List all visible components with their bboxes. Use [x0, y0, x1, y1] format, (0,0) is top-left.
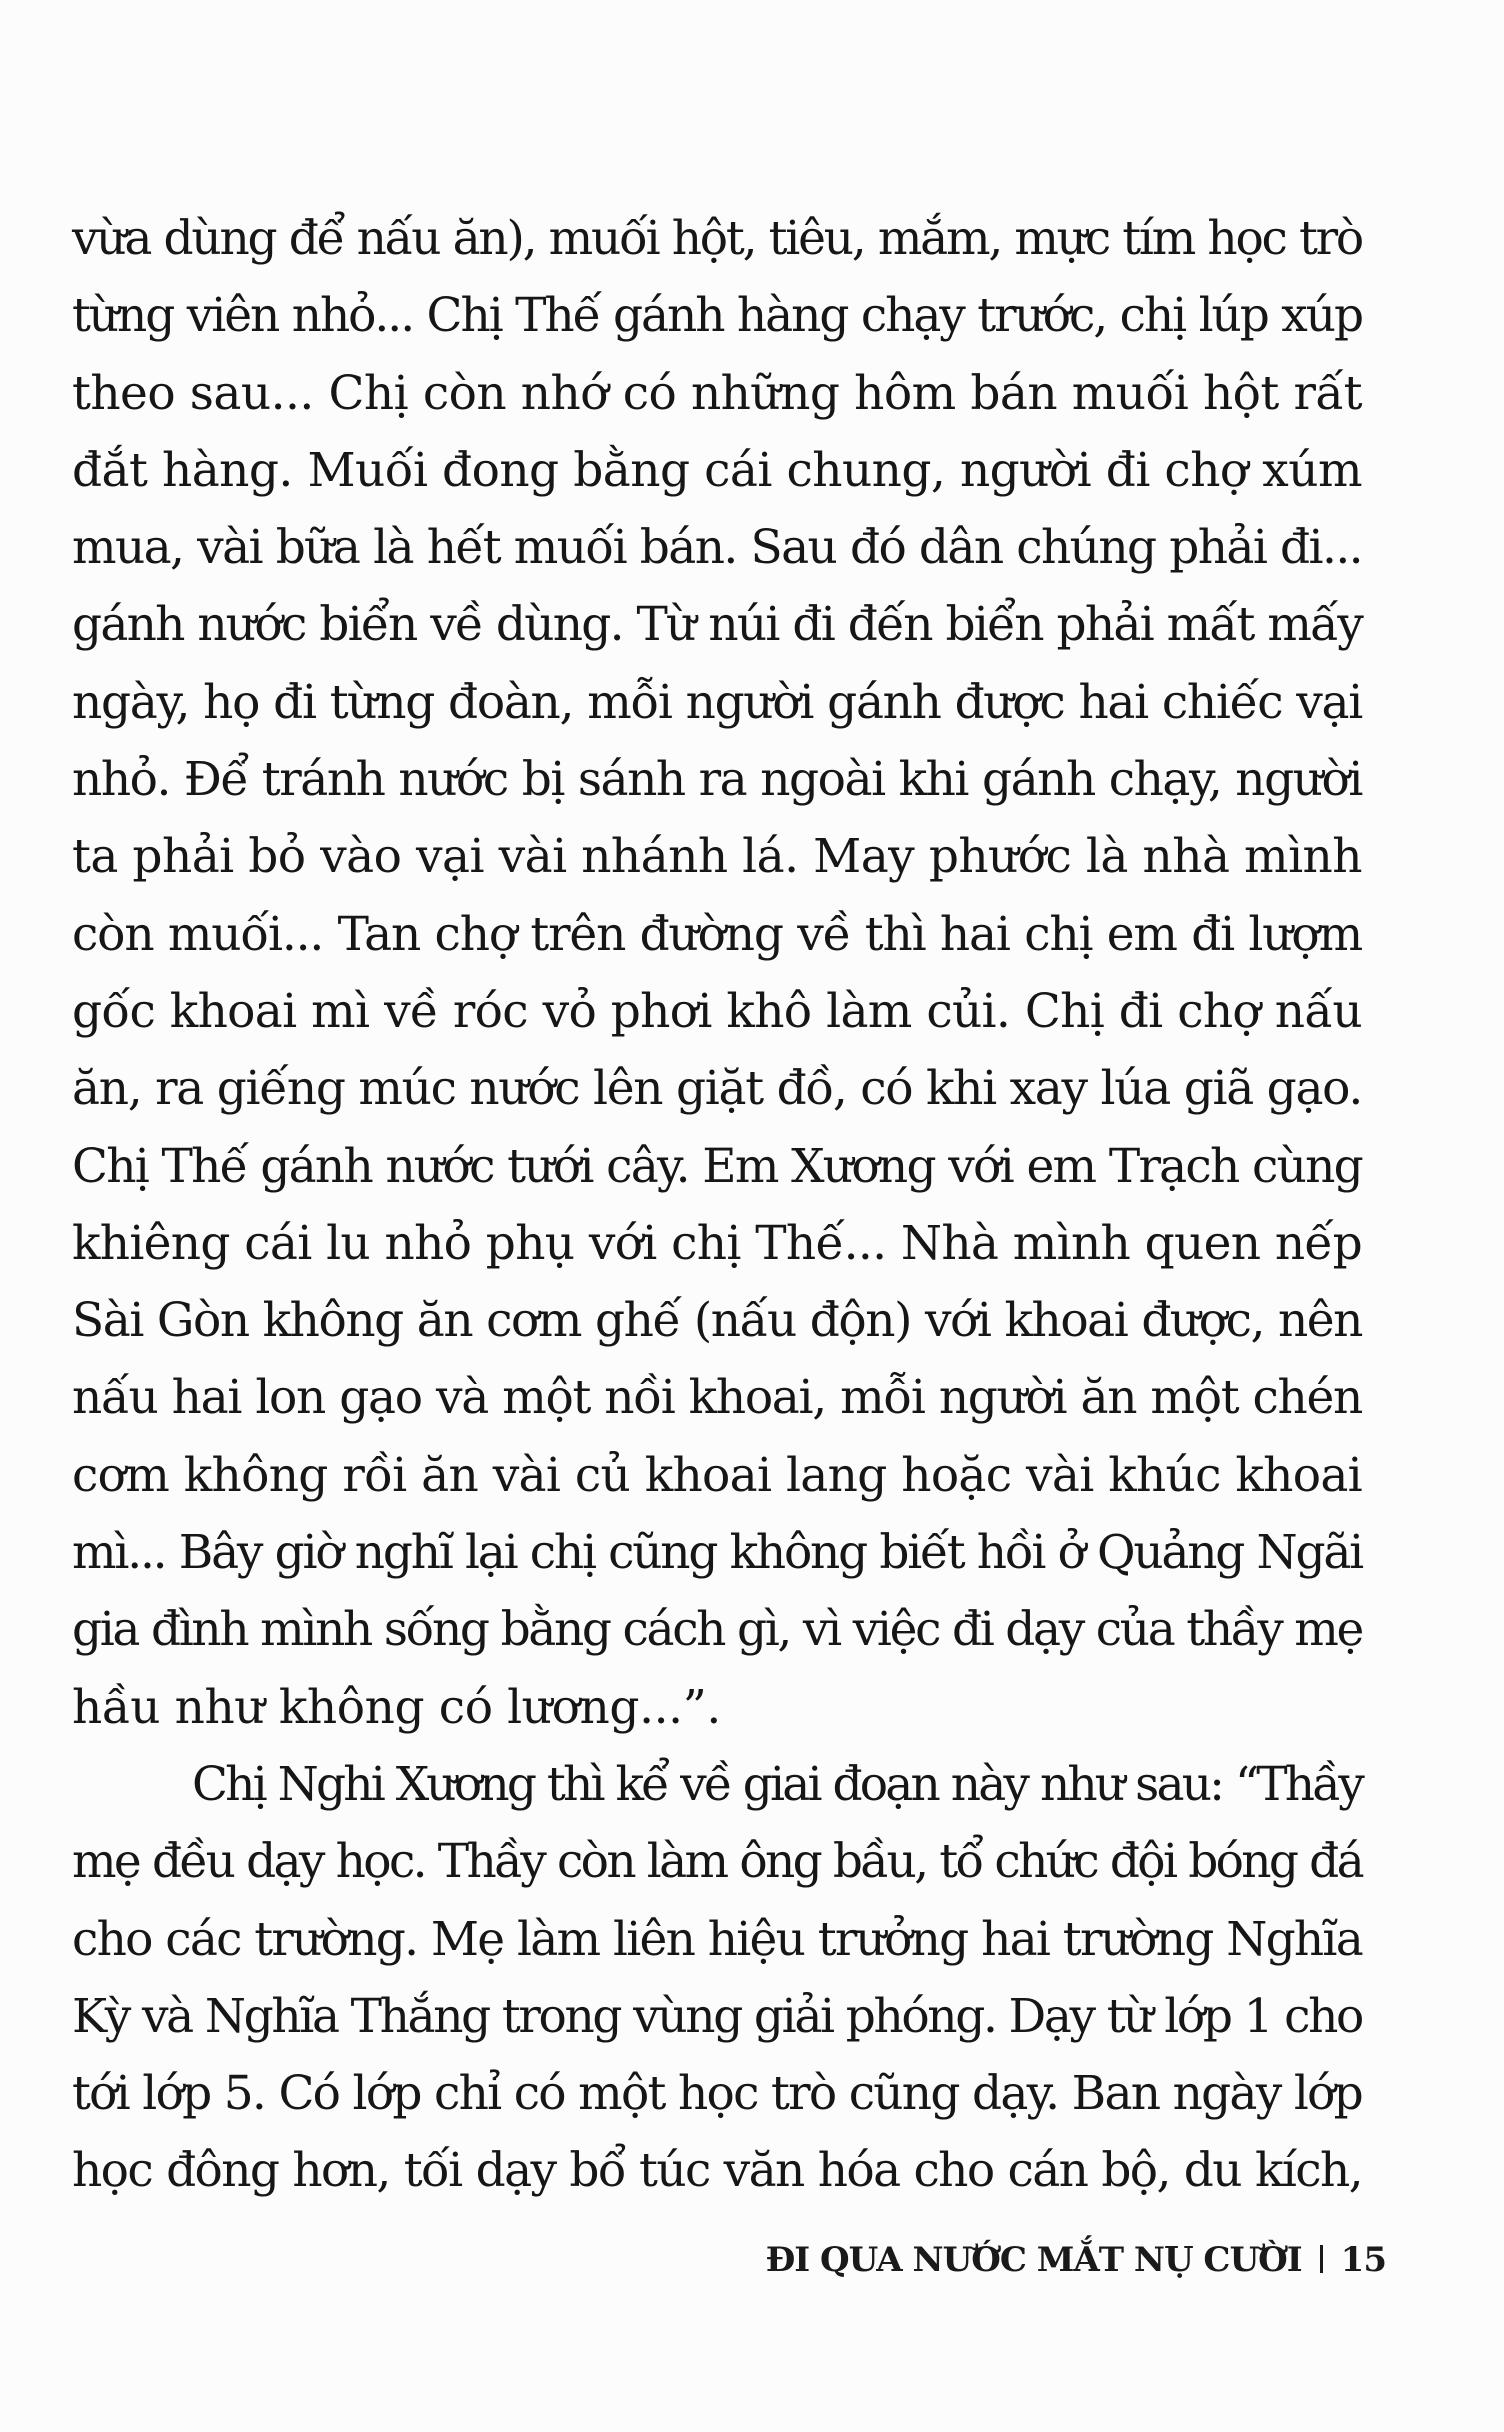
text-line: Sài Gòn không ăn cơm ghế (nấu độn) với khoai được, nên	[72, 1293, 1362, 1349]
text-line: ăn, ra giếng múc nước lên giặt đồ, có khi xay lúa giã gạo.	[72, 1061, 1362, 1117]
text-line: còn muối... Tan chợ trên đường về thì hai chị em đi lượm	[72, 906, 1362, 962]
text-line: học đông hơn, tối dạy bổ túc văn hóa cho cán bộ, du kích,	[72, 2143, 1362, 2199]
page-body-text	[72, 200, 1362, 2210]
text-line: nhỏ. Để tránh nước bị sánh ra ngoài khi gánh chạy, người	[72, 752, 1362, 808]
text-line: khiêng cái lu nhỏ phụ với chị Thế... Nhà mình quen nếp	[72, 1215, 1362, 1271]
text-line: ta phải bỏ vào vại vài nhánh lá. May phước là nhà mình	[72, 829, 1362, 885]
text-line: ngày, họ đi từng đoàn, mỗi người gánh được hai chiếc vại	[72, 674, 1362, 730]
text-line: mì... Bây giờ nghĩ lại chị cũng không biết hồi ở Quảng Ngãi	[72, 1525, 1362, 1581]
text-line: đắt hàng. Muối đong bằng cái chung, người đi chợ xúm	[72, 442, 1362, 498]
text-line: Chị Nghi Xương thì kể về giai đoạn này như sau: “Thầy	[192, 1756, 1362, 1812]
text-line: hầu như không có lương...”.	[72, 1679, 721, 1735]
text-line: Kỳ và Nghĩa Thắng trong vùng giải phóng. Dạy từ lớp 1 cho	[72, 1988, 1362, 2044]
page-footer	[766, 2240, 1386, 2280]
text-line: theo sau... Chị còn nhớ có những hôm bán muối hột rất	[72, 365, 1362, 421]
text-line: vừa dùng để nấu ăn), muối hột, tiêu, mắm, mực tím học trò	[72, 211, 1362, 266]
text-line: cơm không rồi ăn vài củ khoai lang hoặc vài khúc khoai	[72, 1447, 1362, 1503]
paragraph	[72, 1746, 1362, 2210]
text-line: tới lớp 5. Có lớp chỉ có một học trò cũng dạy. Ban ngày lớp	[72, 2066, 1362, 2122]
text-line: cho các trường. Mẹ làm liên hiệu trưởng hai trường Nghĩa	[72, 1911, 1362, 1967]
text-line: gánh nước biển về dùng. Từ núi đi đến biển phải mất mấy	[72, 597, 1362, 653]
running-title: ĐI QUA NƯỚC MẮT NỤ CƯỜI	[765, 2240, 1302, 2280]
text-line: nấu hai lon gạo và một nồi khoai, mỗi người ăn một chén	[72, 1370, 1362, 1426]
text-line: mẹ đều dạy học. Thầy còn làm ông bầu, tổ chức đội bóng đá	[72, 1834, 1362, 1890]
text-line: Chị Thế gánh nước tưới cây. Em Xương với em Trạch cùng	[72, 1138, 1362, 1194]
text-line: mua, vài bữa là hết muối bán. Sau đó dân chúng phải đi...	[72, 520, 1362, 576]
paragraph	[72, 200, 1362, 1746]
text-line: gia đình mình sống bằng cách gì, vì việc đi dạy của thầy mẹ	[72, 1602, 1362, 1658]
text-line: gốc khoai mì về róc vỏ phơi khô làm củi. Chị đi chợ nấu	[72, 983, 1362, 1039]
footer-separator	[1320, 2245, 1323, 2273]
page-number: 15	[1340, 2240, 1386, 2280]
text-line: từng viên nhỏ... Chị Thế gánh hàng chạy trước, chị lúp xúp	[72, 288, 1362, 344]
